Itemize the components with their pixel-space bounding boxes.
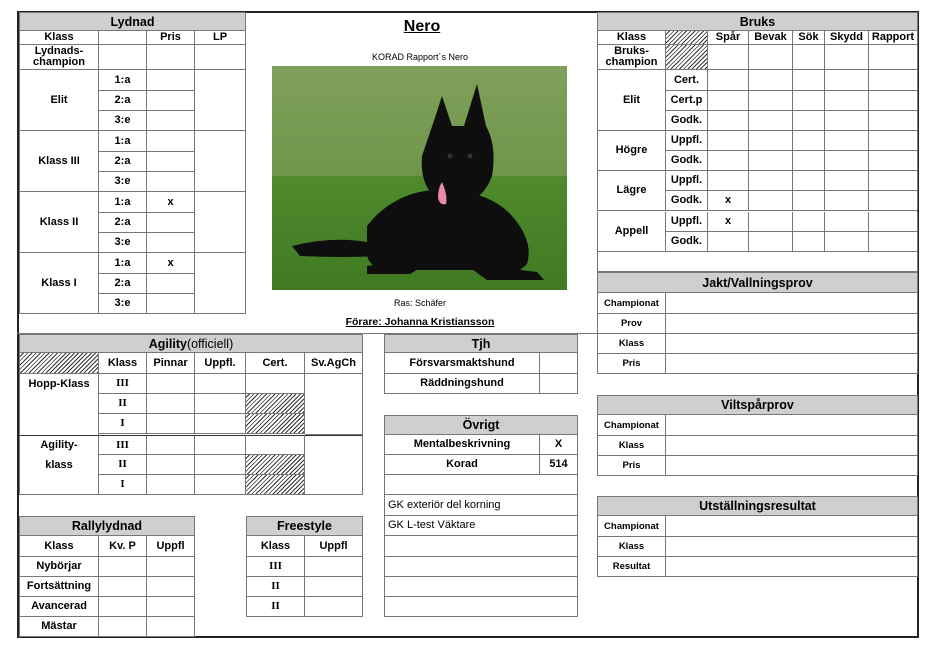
bruks-champion-cell — [708, 45, 749, 70]
lydnad-place: 1:a — [99, 253, 147, 274]
bruks-cell: x — [708, 212, 749, 232]
agility-col-pinnar: Pinnar — [147, 353, 195, 374]
agility-uppfl-cell — [195, 394, 246, 414]
rally-col-klass: Klass — [19, 536, 99, 557]
ovrigt-blank-line — [384, 536, 578, 557]
bruks-cell — [869, 111, 918, 131]
lydnad-col-pris: Pris — [147, 31, 195, 45]
lydnad-class-label: Klass III — [19, 131, 99, 192]
bruks-cell — [749, 171, 793, 191]
bruks-cell — [825, 70, 869, 91]
lydnad-lp-cell — [195, 70, 246, 131]
bruks-cell — [869, 232, 918, 252]
jakt-row-value — [666, 293, 918, 314]
rally-header: Rallylydnad — [19, 516, 195, 536]
agility-uppfl-cell — [195, 435, 246, 455]
lydnad-place: 1:a — [99, 131, 147, 152]
jakt-row-label: Klass — [597, 334, 666, 354]
bruks-group-label: Högre — [597, 131, 666, 171]
lydnad-place: 2:a — [99, 274, 147, 294]
bruks-cell — [749, 91, 793, 111]
ovrigt-blank-row — [384, 475, 578, 495]
bruks-cell — [793, 212, 825, 232]
ovrigt-blank-line — [384, 557, 578, 577]
bruks-cell — [825, 171, 869, 191]
tjh-value — [540, 353, 578, 374]
bruks-row-label: Uppfl. — [666, 131, 708, 151]
agility-uppfl-cell — [195, 374, 246, 394]
rally-kvp-cell — [99, 597, 147, 617]
bruks-champion-label: Bruks-champion — [597, 45, 666, 70]
bruks-champion-hatch — [666, 45, 708, 70]
bruks-row-label: Cert. — [666, 70, 708, 91]
bruks-row-label: Godk. — [666, 111, 708, 131]
freestyle-header: Freestyle — [246, 516, 363, 536]
agility-cert-hatched — [246, 475, 305, 495]
dog-full-name: KORAD Rapport´s Nero — [371, 52, 469, 62]
agility-col-uppfl: Uppfl. — [195, 353, 246, 374]
rally-uppfl-cell — [147, 577, 195, 597]
dog-name: Nero — [403, 18, 441, 35]
utst-row-value — [666, 516, 918, 537]
utst-row-label: Klass — [597, 537, 666, 557]
bruks-cell — [869, 191, 918, 211]
agility-header — [19, 334, 363, 353]
bruks-cell — [825, 232, 869, 252]
lydnad-col-blank — [99, 31, 147, 45]
lydnad-pris-cell — [147, 172, 195, 192]
rally-kvp-cell — [99, 557, 147, 577]
bruks-cell — [825, 111, 869, 131]
jakt-header: Jakt/Vallningsprov — [597, 272, 918, 293]
rally-uppfl-cell — [147, 617, 195, 637]
handler-label: Förare: Johanna Kristiansson — [345, 316, 495, 328]
agility-pinnar-cell — [147, 394, 195, 414]
lydnad-lp-cell — [195, 253, 246, 314]
bruks-col-sok: Sök — [793, 31, 825, 45]
bruks-cell — [793, 111, 825, 131]
lydnad-col-lp: LP — [195, 31, 246, 45]
bruks-cell — [825, 212, 869, 232]
tjh-value — [540, 374, 578, 394]
bruks-cell — [749, 131, 793, 151]
bruks-row-label: Cert.p — [666, 91, 708, 111]
bruks-cell — [869, 171, 918, 191]
agility-cert-cell — [246, 374, 305, 394]
bruks-cell — [749, 191, 793, 211]
agility-pinnar-cell — [147, 455, 195, 475]
lydnad-place: 3:e — [99, 172, 147, 192]
lydnad-place: 3:e — [99, 111, 147, 131]
bruks-cell: x — [708, 191, 749, 211]
utst-row-label: Resultat — [597, 557, 666, 577]
bruks-cell — [749, 70, 793, 91]
bruks-cell — [869, 131, 918, 151]
rally-uppfl-cell — [147, 557, 195, 577]
bruks-row-label: Uppfl. — [666, 212, 708, 232]
lydnad-pris-cell — [147, 91, 195, 111]
bruks-cell — [708, 171, 749, 191]
agility-hatched-corner — [19, 353, 99, 374]
lydnad-place: 2:a — [99, 91, 147, 111]
ovrigt-header: Övrigt — [384, 415, 578, 435]
bruks-cell — [869, 91, 918, 111]
agility-subtitle: (officiell) — [186, 336, 234, 351]
bruks-cell — [708, 70, 749, 91]
vilt-row-value — [666, 436, 918, 456]
agility-agility-label-2: klass — [19, 455, 99, 475]
bruks-blank-row — [597, 252, 918, 272]
bruks-cell — [793, 131, 825, 151]
dog-photo-svg — [272, 66, 567, 290]
utst-header: Utställningsresultat — [597, 496, 918, 516]
rally-row-label: Nybörjar — [19, 557, 99, 577]
bruks-cell — [825, 151, 869, 171]
bruks-cell — [825, 131, 869, 151]
agility-level: I — [99, 414, 147, 434]
bruks-cell — [708, 232, 749, 252]
freestyle-uppfl-cell — [305, 577, 363, 597]
ovrigt-blank-line — [384, 597, 578, 617]
bruks-cell — [708, 131, 749, 151]
jakt-row-value — [666, 334, 918, 354]
bruks-cell — [793, 151, 825, 171]
agility-pinnar-cell — [147, 414, 195, 434]
agility-level: III — [99, 435, 147, 455]
agility-level: I — [99, 475, 147, 495]
ovrigt-value-mentalbeskrivning: X — [540, 435, 578, 455]
jakt-row-value — [666, 314, 918, 334]
bruks-cell — [708, 111, 749, 131]
bruks-cell — [825, 91, 869, 111]
vilt-header: Viltspårprov — [597, 395, 918, 415]
bruks-cell — [749, 151, 793, 171]
bruks-cell — [793, 171, 825, 191]
freestyle-uppfl-cell — [305, 557, 363, 577]
bruks-cell — [708, 91, 749, 111]
jakt-row-label: Prov — [597, 314, 666, 334]
agility-pinnar-cell — [147, 475, 195, 495]
lydnad-pris-cell: x — [147, 192, 195, 213]
jakt-row-label: Pris — [597, 354, 666, 374]
lydnad-champion-cell — [147, 45, 195, 70]
bruks-col-skydd: Skydd — [825, 31, 869, 45]
freestyle-level: II — [246, 577, 305, 597]
lydnad-pris-cell: x — [147, 253, 195, 274]
freestyle-uppfl-cell — [305, 597, 363, 617]
bruks-cell — [749, 111, 793, 131]
agility-uppfl-cell — [195, 475, 246, 495]
tjh-row-raddningshund: Räddningshund — [384, 374, 540, 394]
agility-uppfl-cell — [195, 414, 246, 434]
agility-col-klass: Klass — [99, 353, 147, 374]
bruks-cell — [708, 151, 749, 171]
agility-col-svagch: Sv.AgCh — [305, 353, 363, 374]
agility-col-cert: Cert. — [246, 353, 305, 374]
bruks-group-label: Appell — [597, 212, 666, 252]
bruks-cell — [749, 232, 793, 252]
ovrigt-note-1: GK exteriör del korning — [384, 495, 578, 516]
bruks-row-label: Godk. — [666, 191, 708, 211]
lydnad-pris-cell — [147, 111, 195, 131]
agility-level: III — [99, 374, 147, 394]
lydnad-place: 3:e — [99, 233, 147, 253]
agility-cert-hatched — [246, 414, 305, 434]
bruks-row-label: Uppfl. — [666, 171, 708, 191]
lydnad-class-label: Klass II — [19, 192, 99, 253]
vilt-row-value — [666, 456, 918, 476]
ovrigt-row-mentalbeskrivning: Mentalbeskrivning — [384, 435, 540, 455]
agility-cert-hatched — [246, 394, 305, 414]
agility-pinnar-cell — [147, 435, 195, 455]
lydnad-class-label: Klass I — [19, 253, 99, 314]
breed-label: Ras: Schäfer — [393, 298, 447, 308]
bruks-cell — [869, 212, 918, 232]
bruks-group-label: Elit — [597, 70, 666, 131]
ovrigt-row-korad: Korad — [384, 455, 540, 475]
lydnad-lp-cell — [195, 192, 246, 253]
agility-title: Agility — [148, 336, 187, 351]
bruks-cell — [869, 70, 918, 91]
lydnad-pris-cell — [147, 213, 195, 233]
ovrigt-note-2: GK L-test Väktare — [384, 516, 578, 536]
bruks-group-label: Lägre — [597, 171, 666, 211]
rally-row-label: Mästar — [19, 617, 99, 637]
ovrigt-blank-line — [384, 577, 578, 597]
bruks-cell — [793, 191, 825, 211]
freestyle-level: II — [246, 597, 305, 617]
bruks-champion-cell — [825, 45, 869, 70]
lydnad-champion-cell — [99, 45, 147, 70]
vilt-row-label: Klass — [597, 436, 666, 456]
bruks-col-spar: Spår — [708, 31, 749, 45]
vilt-row-value — [666, 415, 918, 436]
freestyle-col-uppfl: Uppfl — [305, 536, 363, 557]
lydnad-place: 1:a — [99, 70, 147, 91]
agility-agility-blank — [19, 475, 99, 495]
bruks-champion-cell — [869, 45, 918, 70]
lydnad-class-label: Elit — [19, 70, 99, 131]
lydnad-champion-cell — [195, 45, 246, 70]
rally-kvp-cell — [99, 577, 147, 597]
lydnad-pris-cell — [147, 152, 195, 172]
lydnad-place: 3:e — [99, 294, 147, 314]
bruks-row-label: Godk. — [666, 151, 708, 171]
lydnad-lp-cell — [195, 131, 246, 192]
agility-uppfl-cell — [195, 455, 246, 475]
utst-row-label: Championat — [597, 516, 666, 537]
bruks-col-bevak: Bevak — [749, 31, 793, 45]
agility-cert-cell — [246, 435, 305, 455]
agility-agility-label-1: Agility- — [19, 435, 99, 455]
jakt-row-value — [666, 354, 918, 374]
lydnad-pris-cell — [147, 70, 195, 91]
bruks-col-hatched — [666, 31, 708, 45]
rally-uppfl-cell — [147, 597, 195, 617]
bruks-col-rapport: Rapport — [869, 31, 918, 45]
agility-svagch-cell — [305, 435, 363, 495]
bruks-champion-cell — [749, 45, 793, 70]
dog-photo — [272, 66, 567, 290]
bruks-row-label: Godk. — [666, 232, 708, 252]
bruks-cell — [793, 232, 825, 252]
lydnad-place: 2:a — [99, 213, 147, 233]
agility-hopp-label: Hopp-Klass — [19, 374, 99, 394]
bruks-champion-cell — [793, 45, 825, 70]
bruks-cell — [793, 91, 825, 111]
bruks-col-klass: Klass — [597, 31, 666, 45]
lydnad-place: 2:a — [99, 152, 147, 172]
agility-hopp-blank — [19, 394, 99, 435]
bruks-cell — [869, 151, 918, 171]
rally-kvp-cell — [99, 617, 147, 637]
vilt-row-label: Pris — [597, 456, 666, 476]
tjh-header: Tjh — [384, 334, 578, 353]
rally-row-label: Avancerad — [19, 597, 99, 617]
vilt-row-label: Championat — [597, 415, 666, 436]
agility-level: II — [99, 394, 147, 414]
rally-col-uppfl: Uppfl — [147, 536, 195, 557]
rally-row-label: Fortsättning — [19, 577, 99, 597]
lydnad-col-klass: Klass — [19, 31, 99, 45]
bruks-header: Bruks — [597, 12, 918, 31]
lydnad-champion-label: Lydnads-champion — [19, 45, 99, 70]
bruks-cell — [825, 191, 869, 211]
utst-row-value — [666, 557, 918, 577]
ovrigt-value-korad: 514 — [540, 455, 578, 475]
bruks-cell — [793, 70, 825, 91]
utst-row-value — [666, 537, 918, 557]
agility-svagch-cell — [305, 374, 363, 435]
lydnad-pris-cell — [147, 233, 195, 253]
agility-pinnar-cell — [147, 374, 195, 394]
bruks-cell — [749, 212, 793, 232]
freestyle-level: III — [246, 557, 305, 577]
tjh-row-forsvarsmaktshund: Försvarsmaktshund — [384, 353, 540, 374]
agility-level: II — [99, 455, 147, 475]
agility-cert-hatched — [246, 455, 305, 475]
lydnad-pris-cell — [147, 274, 195, 294]
lydnad-pris-cell — [147, 131, 195, 152]
freestyle-col-klass: Klass — [246, 536, 305, 557]
jakt-row-label: Championat — [597, 293, 666, 314]
lydnad-header: Lydnad — [19, 12, 246, 31]
rally-col-kvp: Kv. P — [99, 536, 147, 557]
lydnad-place: 1:a — [99, 192, 147, 213]
lydnad-pris-cell — [147, 294, 195, 314]
